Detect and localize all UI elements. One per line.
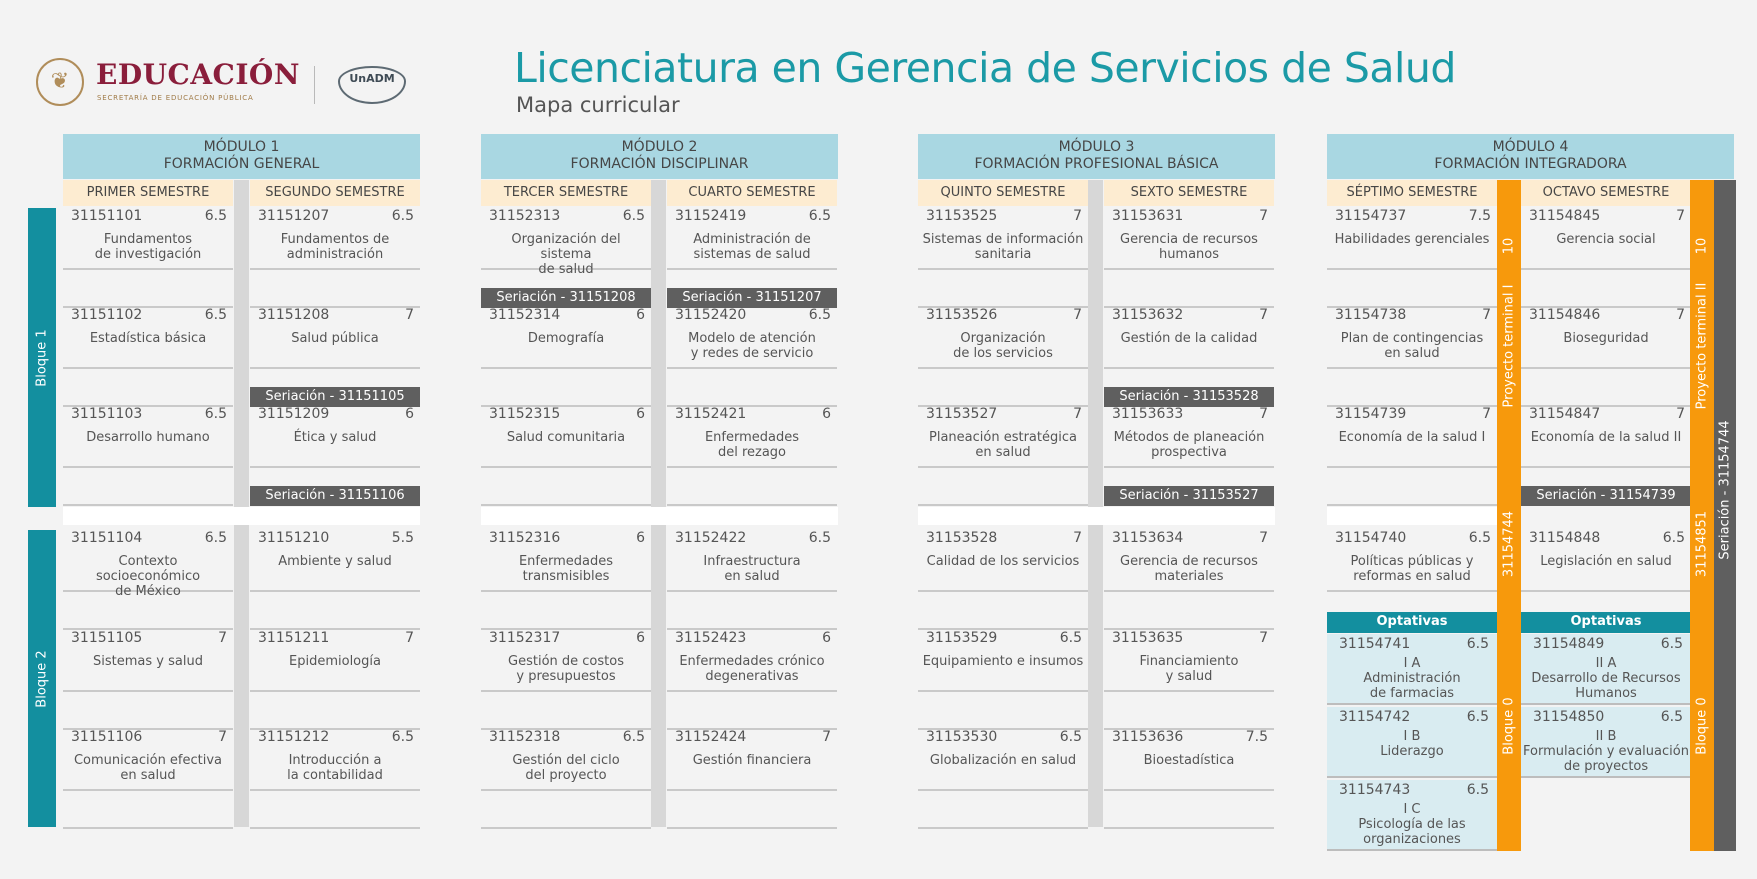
course-credits: 7 (1259, 630, 1268, 646)
course-code: 31153635 (1112, 630, 1184, 646)
empty-row (667, 486, 837, 506)
course-credits: 6.5 (204, 208, 227, 224)
course-credits: 6.5 (622, 208, 645, 224)
course-name: Introducción a la contabilidad (287, 753, 383, 783)
mexico-seal-icon: ❦ (36, 58, 84, 106)
course-code: 31151102 (71, 307, 143, 323)
semester-header: QUINTO SEMESTRE (918, 180, 1088, 206)
course-name: Fundamentos de investigación (94, 232, 202, 262)
bloque-label: Bloque 1 (34, 328, 50, 387)
course-code: 31154847 (1529, 406, 1601, 422)
semester-header: SÉPTIMO SEMESTRE (1327, 180, 1497, 206)
course-code: 31153528 (926, 530, 998, 546)
course-credits: 7 (1073, 208, 1082, 224)
course-code: 31151105 (71, 630, 143, 646)
seriacion-bar: Seriación - 31153528 (1104, 387, 1274, 407)
course-name: Salud comunitaria (506, 430, 626, 445)
proyecto-name: Proyecto terminal II (1694, 282, 1710, 410)
module-name: FORMACIÓN PROFESIONAL BÁSICA (974, 156, 1219, 172)
empty-row (250, 809, 420, 829)
course-credits: 6 (636, 406, 645, 422)
course-cell (1327, 190, 1497, 270)
course-cell (918, 289, 1088, 369)
proyecto-bloque: Bloque 0 (1694, 697, 1710, 755)
proyecto-credits: 10 (1694, 237, 1710, 255)
course-name: Gerencia de recursos materiales (1120, 554, 1258, 584)
optativa-credits: 6.5 (1466, 636, 1489, 652)
course-code: 31153632 (1112, 307, 1184, 323)
course-code: 31152313 (489, 208, 561, 224)
course-name: Enfermedades transmisibles (518, 554, 614, 584)
course-credits: 6.5 (1468, 530, 1491, 546)
course-cell (250, 711, 420, 791)
course-credits: 6 (636, 630, 645, 646)
proyecto-code: 31154851 (1694, 510, 1710, 578)
course-cell (1104, 289, 1274, 369)
module-header (918, 134, 1275, 179)
course-name: Fundamentos de administración (280, 232, 390, 262)
optativa-cell (1327, 780, 1497, 851)
course-name: Modelo de atención y redes de servicio (688, 331, 816, 361)
course-cell (63, 711, 233, 791)
course-name: Políticas públicas y reformas en salud (1350, 554, 1474, 584)
bloque-bar (28, 530, 56, 827)
course-code: 31154845 (1529, 208, 1601, 224)
course-cell (63, 190, 233, 270)
course-cell (667, 388, 837, 468)
module-name: FORMACIÓN GENERAL (163, 156, 320, 172)
semester-divider (651, 180, 666, 827)
course-code: 31152315 (489, 406, 561, 422)
course-code: 31153631 (1112, 208, 1184, 224)
course-name: Ética y salud (293, 430, 377, 445)
course-credits: 7 (405, 630, 414, 646)
empty-row (667, 809, 837, 829)
course-credits: 7 (1676, 406, 1685, 422)
optativa-name: I C Psicología de las organizaciones (1358, 802, 1466, 847)
empty-row (1104, 809, 1274, 829)
course-name: Desarrollo humano (86, 430, 210, 445)
course-code: 31153633 (1112, 406, 1184, 422)
course-name: Salud pública (291, 331, 379, 346)
course-code: 31152421 (675, 406, 747, 422)
proyecto-terminal-bar (1690, 180, 1714, 851)
optativa-cell (1327, 634, 1497, 705)
semester-header: SEXTO SEMESTRE (1104, 180, 1274, 206)
course-code: 31154739 (1335, 406, 1407, 422)
course-name: Bioseguridad (1563, 331, 1649, 346)
optativa-credits: 6.5 (1466, 709, 1489, 725)
logo-subtext: SECRETARÍA DE EDUCACIÓN PÚBLICA (97, 94, 254, 102)
course-name: Infraestructura en salud (703, 554, 801, 584)
empty-row (918, 486, 1088, 506)
semester-header: SEGUNDO SEMESTRE (250, 180, 420, 206)
course-credits: 6.5 (1059, 729, 1082, 745)
course-credits: 7 (1676, 208, 1685, 224)
course-code: 31153529 (926, 630, 998, 646)
module-header (481, 134, 838, 179)
course-cell (250, 289, 420, 369)
seriacion-bar: Seriación - 31151105 (250, 387, 420, 407)
course-name: Ambiente y salud (278, 554, 392, 569)
course-credits: 6.5 (808, 208, 831, 224)
course-cell (481, 289, 651, 369)
bloque-bar (28, 208, 56, 507)
course-cell (1521, 512, 1691, 592)
course-name: Enfermedades del rezago (704, 430, 800, 460)
course-name: Epidemiología (289, 654, 381, 669)
course-cell (918, 190, 1088, 270)
course-credits: 6.5 (391, 729, 414, 745)
course-cell (1521, 388, 1691, 468)
course-name: Gerencia de recursos humanos (1120, 232, 1258, 262)
course-credits: 5.5 (391, 530, 414, 546)
course-cell (63, 512, 233, 599)
seriacion-final-bar (1714, 180, 1736, 851)
course-code: 31152423 (675, 630, 747, 646)
course-name: Gestión financiera (692, 753, 812, 768)
course-credits: 6.5 (204, 406, 227, 422)
course-name: Gestión de la calidad (1120, 331, 1258, 346)
course-name: Legislación en salud (1540, 554, 1672, 569)
course-cell (250, 388, 420, 468)
logo-text: EDUCACIÓN (96, 58, 300, 91)
semester-divider (234, 180, 249, 827)
course-cell (1104, 190, 1274, 270)
module-header (1327, 134, 1734, 179)
course-code: 31153530 (926, 729, 998, 745)
course-credits: 6 (636, 307, 645, 323)
course-credits: 6.5 (204, 307, 227, 323)
empty-row (63, 486, 233, 506)
course-code: 31154738 (1335, 307, 1407, 323)
logo-divider (314, 66, 315, 104)
course-name: Economía de la salud I (1338, 430, 1486, 445)
empty-row (918, 809, 1088, 829)
optativa-credits: 6.5 (1660, 636, 1683, 652)
optativa-code: 31154741 (1339, 636, 1411, 652)
course-code: 31153526 (926, 307, 998, 323)
proyecto-code: 31154744 (1501, 510, 1517, 578)
course-name: Planeación estratégica en salud (929, 430, 1077, 460)
course-credits: 7 (1482, 406, 1491, 422)
course-code: 31151104 (71, 530, 143, 546)
course-cell (250, 512, 420, 592)
educacion-logo (30, 56, 300, 110)
module-name: FORMACIÓN DISCIPLINAR (570, 156, 749, 172)
course-cell (481, 711, 651, 791)
course-cell (481, 388, 651, 468)
course-cell (1104, 512, 1274, 592)
course-code: 31153525 (926, 208, 998, 224)
course-name: Sistemas de información sanitaria (922, 232, 1084, 262)
seriacion-bar: Seriación - 31151208 (481, 288, 651, 308)
course-credits: 7 (1259, 406, 1268, 422)
course-code: 31153634 (1112, 530, 1184, 546)
optativa-code: 31154743 (1339, 782, 1411, 798)
course-code: 31153636 (1112, 729, 1184, 745)
seriacion-bar: Seriación - 31153527 (1104, 486, 1274, 506)
proyecto-credits: 10 (1501, 237, 1517, 255)
course-name: Contexto socioeconómico de México (95, 554, 201, 599)
optativa-name: I B Liderazgo (1380, 729, 1444, 759)
course-credits: 7 (1259, 208, 1268, 224)
page-subtitle: Mapa curricular (516, 93, 680, 117)
course-credits: 7 (1259, 530, 1268, 546)
course-credits: 7 (405, 307, 414, 323)
optativa-cell (1327, 707, 1497, 778)
course-cell (481, 190, 651, 277)
seriacion-bar: Seriación - 31151106 (250, 486, 420, 506)
empty-row (1327, 486, 1497, 506)
course-cell (667, 612, 837, 692)
unadm-logo: UnADM (338, 66, 406, 104)
optativa-cell (1521, 634, 1691, 705)
optativa-code: 31154742 (1339, 709, 1411, 725)
course-code: 31151211 (258, 630, 330, 646)
course-code: 31154848 (1529, 530, 1601, 546)
proyecto-terminal-bar (1497, 180, 1521, 851)
course-name: Métodos de planeación prospectiva (1113, 430, 1265, 460)
semester-header: CUARTO SEMESTRE (667, 180, 837, 206)
course-credits: 7 (1482, 307, 1491, 323)
course-name: Organización del sistema de salud (511, 232, 621, 277)
course-credits: 6.5 (391, 208, 414, 224)
seriacion-final-label: Seriación - 31154744 (1717, 420, 1733, 560)
empty-row (63, 809, 233, 829)
course-code: 31151208 (258, 307, 330, 323)
course-credits: 7 (1676, 307, 1685, 323)
seriacion-bar: Seriación - 31154739 (1521, 486, 1691, 506)
course-cell (667, 711, 837, 791)
course-credits: 6.5 (808, 530, 831, 546)
module-name: FORMACIÓN INTEGRADORA (1434, 156, 1627, 172)
empty-row (481, 809, 651, 829)
course-cell (63, 612, 233, 692)
module-number: MÓDULO 2 (621, 139, 698, 155)
empty-row (481, 486, 651, 506)
course-credits: 6 (405, 406, 414, 422)
course-cell (250, 190, 420, 270)
course-code: 31152316 (489, 530, 561, 546)
course-code: 31154740 (1335, 530, 1407, 546)
course-cell (250, 612, 420, 692)
course-code: 31151207 (258, 208, 330, 224)
course-code: 31151210 (258, 530, 330, 546)
course-code: 31154737 (1335, 208, 1407, 224)
course-cell (1521, 289, 1691, 369)
course-cell (918, 512, 1088, 592)
course-cell (667, 512, 837, 592)
course-credits: 7.5 (1245, 729, 1268, 745)
course-code: 31152424 (675, 729, 747, 745)
course-credits: 6.5 (808, 307, 831, 323)
course-cell (1327, 512, 1497, 592)
course-code: 31152318 (489, 729, 561, 745)
course-name: Financiamiento y salud (1139, 654, 1239, 684)
optativa-code: 31154850 (1533, 709, 1605, 725)
course-credits: 6.5 (622, 729, 645, 745)
course-code: 31151212 (258, 729, 330, 745)
module-number: MÓDULO 3 (1058, 139, 1135, 155)
semester-header: PRIMER SEMESTRE (63, 180, 233, 206)
course-credits: 6 (822, 630, 831, 646)
course-name: Economía de la salud II (1530, 430, 1682, 445)
course-name: Estadística básica (89, 331, 207, 346)
course-name: Calidad de los servicios (926, 554, 1080, 569)
course-credits: 7 (822, 729, 831, 745)
module-header (63, 134, 420, 179)
course-cell (1521, 190, 1691, 270)
course-credits: 7 (1073, 406, 1082, 422)
optativa-code: 31154849 (1533, 636, 1605, 652)
course-code: 31154846 (1529, 307, 1601, 323)
course-credits: 7.5 (1468, 208, 1491, 224)
course-name: Sistemas y salud (93, 654, 203, 669)
course-cell (1104, 711, 1274, 791)
course-cell (1104, 388, 1274, 468)
optativas-header: Optativas (1521, 612, 1691, 633)
course-credits: 6.5 (1662, 530, 1685, 546)
course-name: Gestión del ciclo del proyecto (512, 753, 620, 783)
course-cell (63, 289, 233, 369)
course-name: Comunicación efectiva en salud (73, 753, 223, 783)
optativas-header: Optativas (1327, 612, 1497, 633)
course-name: Gestión de costos y presupuestos (508, 654, 624, 684)
course-code: 31152420 (675, 307, 747, 323)
optativa-cell (1521, 707, 1691, 778)
optativa-name: I A Administración de farmacias (1363, 656, 1461, 701)
course-name: Globalización en salud (929, 753, 1077, 768)
module-number: MÓDULO 4 (1492, 139, 1569, 155)
course-cell (1327, 388, 1497, 468)
course-cell (667, 190, 837, 270)
course-cell (918, 388, 1088, 468)
page-title: Licenciatura en Gerencia de Servicios de Salud (514, 44, 1456, 92)
course-name: Habilidades gerenciales (1334, 232, 1490, 247)
course-cell (63, 388, 233, 468)
course-credits: 6 (636, 530, 645, 546)
module-number: MÓDULO 1 (203, 139, 280, 155)
course-code: 31151209 (258, 406, 330, 422)
course-credits: 7 (218, 630, 227, 646)
course-name: Enfermedades crónico degenerativas (679, 654, 825, 684)
course-code: 31152422 (675, 530, 747, 546)
course-credits: 7 (218, 729, 227, 745)
course-code: 31151101 (71, 208, 143, 224)
course-code: 31151106 (71, 729, 143, 745)
optativa-credits: 6.5 (1466, 782, 1489, 798)
seriacion-bar: Seriación - 31151207 (667, 288, 837, 308)
course-cell (1104, 612, 1274, 692)
proyecto-bloque: Bloque 0 (1501, 697, 1517, 755)
bloque-label: Bloque 2 (34, 649, 50, 708)
course-name: Equipamiento e insumos (922, 654, 1084, 669)
course-code: 31151103 (71, 406, 143, 422)
course-code: 31152317 (489, 630, 561, 646)
course-name: Gerencia social (1556, 232, 1656, 247)
optativa-name: II A Desarrollo de Recursos Humanos (1531, 656, 1681, 701)
proyecto-name: Proyecto terminal I (1501, 284, 1517, 408)
course-cell (667, 289, 837, 369)
optativa-credits: 6.5 (1660, 709, 1683, 725)
semester-divider (1088, 180, 1103, 827)
course-code: 31152314 (489, 307, 561, 323)
course-name: Plan de contingencias en salud (1340, 331, 1484, 361)
course-name: Organización de los servicios (953, 331, 1053, 361)
semester-header: TERCER SEMESTRE (481, 180, 651, 206)
course-credits: 6.5 (1059, 630, 1082, 646)
course-name: Administración de sistemas de salud (693, 232, 811, 262)
course-name: Demografía (527, 331, 605, 346)
course-credits: 7 (1259, 307, 1268, 323)
course-cell (918, 612, 1088, 692)
course-cell (1327, 289, 1497, 369)
course-cell (481, 612, 651, 692)
course-credits: 7 (1073, 307, 1082, 323)
course-credits: 7 (1073, 530, 1082, 546)
course-code: 31153527 (926, 406, 998, 422)
optativa-name: II B Formulación y evaluación de proyectos (1523, 729, 1689, 774)
course-credits: 6 (822, 406, 831, 422)
course-name: Bioestadística (1143, 753, 1235, 768)
semester-header: OCTAVO SEMESTRE (1521, 180, 1691, 206)
course-code: 31152419 (675, 208, 747, 224)
course-cell (481, 512, 651, 592)
course-credits: 6.5 (204, 530, 227, 546)
course-cell (918, 711, 1088, 791)
